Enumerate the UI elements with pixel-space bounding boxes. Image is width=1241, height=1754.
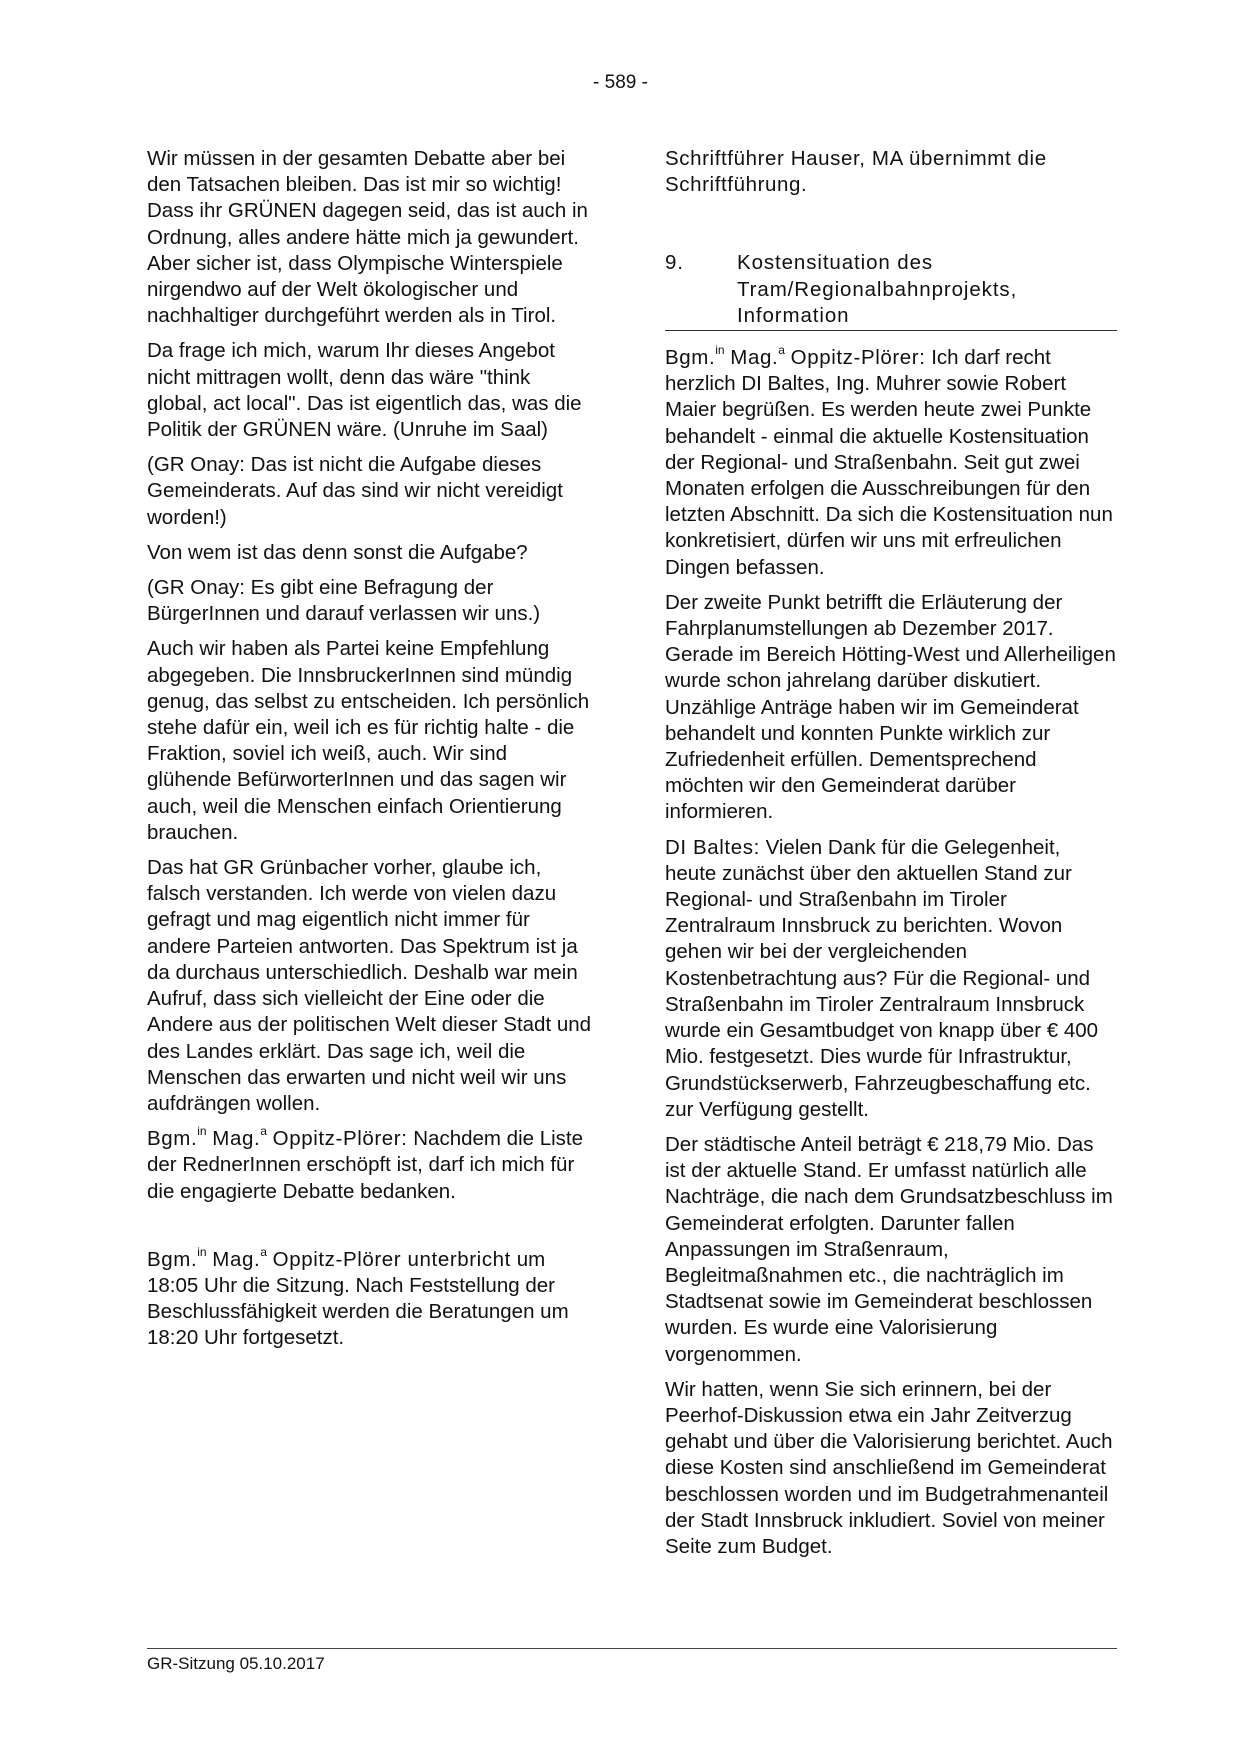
superscript: in xyxy=(197,1244,207,1259)
speaker-name: DI Baltes: xyxy=(665,835,760,859)
footer-divider xyxy=(147,1648,1117,1649)
procedure-text: um 18:05 Uhr die Sitzung. Nach Feststellung der Beschlussfähigkeit werden die Beratungen um 18:20 Uhr fortgesetzt. xyxy=(147,1247,569,1350)
procedural-paragraph xyxy=(147,1244,595,1352)
page-number: - 589 - xyxy=(593,72,648,93)
speaker-name: Oppitz-Plörer unterbricht xyxy=(272,1247,511,1271)
superscript: a xyxy=(778,343,785,358)
paragraph: Das hat GR Grünbacher vorher, glaube ich, falsch verstanden. Ich werde von vielen dazu gefragt und mag eigentlich nicht immer für andere Parteien antworten. Das Spektrum ist ja da durchaus unterschiedlich. Deshalb war mein Aufruf, dass sich vielleicht der Eine oder die Andere aus der politischen Welt dieser Stadt und des Landes erklärt. Das sage ich, weil die Menschen das erwarten und nicht weil wir uns aufdrängen wollen. xyxy=(147,856,592,1115)
agenda-item-title: Kostensituation des Tram/Regionalbahnprojekts, Information xyxy=(737,251,1018,327)
left-column xyxy=(147,146,595,1361)
paragraph: Wir müssen in der gesamten Debatte aber bei den Tatsachen bleiben. Das ist mir so wichtig! Dass ihr GRÜNEN dagegen seid, das ist auch in Ordnung, alles andere hätte mich ja gewundert. Aber sicher ist, dass Olympische Winterspiele nirgendwo auf der Welt ökologischer und nachhaltiger durchgeführt werden als in Tirol. xyxy=(147,147,588,328)
speaker-name: Oppitz-Plörer: xyxy=(272,1127,408,1151)
paragraph: Da frage ich mich, warum Ihr dieses Angebot nicht mittragen wollt, denn das wäre "think global, act local". Das ist eigentlich das, was die Politik der GRÜNEN wäre. (Unruhe im Saal) xyxy=(147,339,582,442)
superscript: a xyxy=(260,1124,267,1139)
speaker-name: Oppitz-Plörer: xyxy=(790,346,926,370)
paragraph: (GR Onay: Das ist nicht die Aufgabe dieses Gemeinderats. Auf das sind wir nicht vereidigt worden!) xyxy=(147,453,563,529)
footer-session-date: GR-Sitzung 05.10.2017 xyxy=(147,1654,325,1673)
paragraph: Auch wir haben als Partei keine Empfehlung abgegeben. Die InnsbruckerInnen sind mündig genug, das selbst zu entscheiden. Ich persönlich stehe dafür ein, weil ich es für richtig halte - die Fraktion, soviel ich weiß, auch. Wir sind glühende BefürworterInnen und das sagen wir auch, weil die Menschen einfach Orientierung brauchen. xyxy=(147,637,590,844)
paragraph: Schriftführer Hauser, MA übernimmt die Schriftführung. xyxy=(665,147,1047,197)
paragraph: (GR Onay: Es gibt eine Befragung der BürgerInnen und darauf verlassen wir uns.) xyxy=(147,576,541,626)
speaker-title: Bgm. xyxy=(147,1247,198,1271)
speaker-paragraph xyxy=(665,345,1117,581)
paragraph: Von wem ist das denn sonst die Aufgabe? xyxy=(147,540,528,564)
speech-text: Vielen Dank für die Gelegenheit, heute zunächst über den aktuellen Stand zur Regional- und Straßenbahn im Tiroler Zentralraum Innsbruck zu berichten. Wovon gehen wir bei der vergleichenden Kostenbetrachtung aus? Für die Regional- und Straßenbahn im Tiroler Zentralraum Innsbruck wurde ein Gesamtbudget von knapp über € 400 Mio. festgesetzt. Dies wurde für Infrastruktur, Grundstückserwerb, Fahrzeugbeschaffung etc. zur Verfügung gestellt. xyxy=(665,835,1099,1121)
speaker-title: Mag. xyxy=(730,346,779,370)
speech-text: Nachdem die Liste der RednerInnen erschöpft ist, darf ich mich für die engagierte Debatte bedanken. xyxy=(147,1127,584,1203)
speaker-paragraph xyxy=(665,835,1117,1123)
superscript: a xyxy=(260,1244,267,1259)
paragraph: Der städtische Anteil beträgt € 218,79 Mio. Das ist der aktuelle Stand. Er umfasst natürlich alle Nachträge, die nach dem Grundsatzbeschluss im Gemeinderat erfolgten. Darunter fallen Anpassungen im Straßenraum, Begleitmaßnahmen etc., die nachträglich im Stadtsenat sowie im Gemeinderat beschlossen wurden. Es wurde eine Valorisierung vorgenommen. xyxy=(665,1132,1113,1366)
speaker-paragraph xyxy=(147,1126,595,1205)
paragraph: Der zweite Punkt betrifft die Erläuterung der Fahrplanumstellungen ab Dezember 2017. Gerade im Bereich Hötting-West und Allerheiligen wurde schon jahrelang darüber diskutiert. Unzählige Anträge haben wir im Gemeinderat behandelt und konnten Punkte wirklich zur Zufriedenheit erfüllen. Dementsprechend möchten wir den Gemeinderat darüber informieren. xyxy=(665,590,1116,824)
speaker-title: Mag. xyxy=(212,1247,261,1271)
speaker-title: Bgm. xyxy=(665,346,716,370)
superscript: in xyxy=(197,1124,207,1139)
speaker-title: Bgm. xyxy=(147,1127,198,1151)
paragraph: Wir hatten, wenn Sie sich erinnern, bei der Peerhof-Diskussion etwa ein Jahr Zeitverzug gehabt und über die Valorisierung berichtet. Auch diese Kosten sind anschließend im Gemeinderat beschlossen worden und im Budgetrahmenanteil der Stadt Innsbruck inkludiert. Soviel von meiner Seite zum Budget. xyxy=(665,1377,1113,1558)
right-column xyxy=(665,146,1117,1569)
agenda-item-number: 9. xyxy=(665,251,684,275)
agenda-item-heading xyxy=(665,250,1117,331)
speech-text: Ich darf recht herzlich DI Baltes, Ing. Muhrer sowie Robert Maier begrüßen. Es werden heute zwei Punkte behandelt - einmal die aktuelle Kostensituation der Regional- und Straßenbahn. Seit gut zwei Monaten erfolgen die Ausschreibungen für den letzten Abschnitt. Da sich die Kostensituation nun konkretisiert, dürfen wir uns mit erfreulichen Dingen befassen. xyxy=(665,346,1113,579)
superscript: in xyxy=(715,343,725,358)
speaker-title: Mag. xyxy=(212,1127,261,1151)
